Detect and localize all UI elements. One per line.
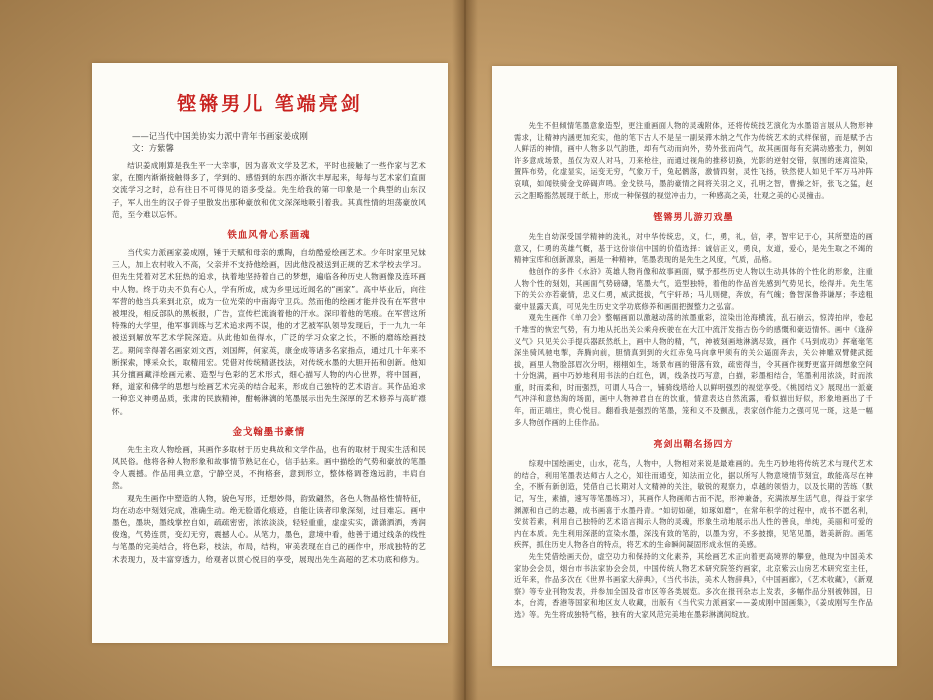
section-heading: 金戈翰墨书豪情 [232,426,306,438]
article-title: 铿锵男儿 笔端亮剑 [177,93,363,115]
paragraph: 结识姜成刚算是我生平一大幸事，因为喜欢文学及艺术，平时也接触了一些作家与艺术家，在圈内渐渐接触得多了，学到的、感悟到的东西亦渐次丰厚起来，每每与艺术家们直面交流学习之时，总有往日不可得见的语多受益。先生给我的第一印象是一个典型的山东汉子，军人出生的汉子骨子里散发出那种豪放和优文深深地吸引着我。其真性情的坦荡豪放风范，至今难以忘怀。 [112,161,426,219]
left-page [92,63,448,643]
article-byline: 文：方紫馨 [132,143,174,153]
paragraph: 当代实力派画家姜成刚，锤于天赋和母亲的熏陶，自幼酷爱绘画艺术。少年时家里兄妹三人，加上农村收入不高，父亲并不支持他绘画，因此他没被送到正规的艺术学校去学习。但先生凭着对艺术狂热的追求，执着地坚持着自己的梦想，遍临各种历史人物画像及连环画中人物。终于功夫不负有心人，学有所成，成为乡里远近闻名的“画家”。高中毕业后，向往军营的他当兵来到北京，成为一位光荣的中南海守卫兵。然而他的绘画才能并没有在军营中被埋没，相反部队的黑板报，广告，宣传栏流淌着他的汗水。深印着他的笔痕。在军营这所特殊的大学里，他军事训练与艺术追求两不误，他的才艺被军队领导发现后，于一九九一年被送到解放军艺术学院深造。从此他如鱼得水，广泛的学习众家之长，不断的磨练绘画技艺。期间幸得著名画家刘文西，刘国辉，何家英，康金成等诸多名家指点，通过几十年来不断探索，博采众长，取精用宏。凭借对传统精湛技法，对传统水墨的大胆开拓和创新。他知其分擅画藏洋绘画元素、造型与色彩的艺术形式，细心描写人物的内心世界，将中国画，释，道家和佛学的思想与绘画艺术完美的结合起来，形成自己独特的艺术语言。其作品追求一种恋义神勇品质，张肃的民族精神，酣畅淋漓的笔墨展示出先生深厚的艺术修养与高旷襟怀。 [112,248,426,416]
section-heading: 亮剑出鞘名扬四方 [653,440,734,451]
paragraph: 他创作的多件《水浒》英雄人物肖像和故事画面，赋予那些历史人物以生动具体的个性化的形象，注重人物个性的刻划，其画面气势磅礴，笔墨大气，造型独特，着他的作品首先感到气势见长，绘得并。先生笔下的关公亦若豪情，忠义仁勇，威武挺拔，气宇轩昂；马儿则健，奔放，有气魄；鲁智深鲁莽谦厚；李逵粗豪中显露天真，可见先生历史文学功底修养和画面把握整力之弘富。 [514,266,873,311]
section-heading: 铁血风骨心系画魂 [227,230,311,242]
right-page-body [492,66,897,621]
right-page [492,66,897,666]
paragraph: 观先生画作《单刀会》整幅画面以激越动荡的浓墨重彩，渲染出沧海横流，乱石崩云，惊涛拍岸，卷起千堆雪的恢宏气势，有力地从托出关公乘舟疾驶在在大江中流汗发指古伤今的感慨和豪迈情怀。画中《逢辞义气》只见关公手提兵器跃然纸上，画中人物的精，气，神被刻画地淋漓尽致，画作《马到成功》挥毫毫笔深坐骑风驰电掣，奔腾向前，胆情真到到的火红赤兔马向拿甲须有的关公逼面奔去，关公神雕双臂健武挺拔，画里人物脸部眉次分明，栩栩如生，场景布画的错落有致，疏密得当，令其画作视野更富开阔想象空间十分饱满，画中巧妙地利用书法的白红色，调，线条技巧写意，白描，彩墨相结合，笔墨利用浓淡，时而浓重，时而柔和，时而强烈，可谓人马合一，铺骑线塔给人以鲜明强烈的视觉享受。《桃园结义》展现出一派豪气冲洋和意热淘的场面，画中人物神君自在的饮重，情意表达自然流露，看似描出好似，形象地画出了千年，而正端庄，贵心悦目。翻看我是强烈的笔墨，笼和义不及颤乱，表家创作能力之强可见一斑，这是一幅多人物创作画的上佳作品。 [514,313,873,427]
left-page-body [92,160,448,566]
paragraph: 先生主攻人物绘画，其画作多取材于历史典故和文学作品，也有的取材于现实生活和民风民俗。他将各种人物形象和故事情节熟记在心，信手拈来。画中描绘的气势和豪放的笔墨令人震撼。作品用典立意，宁静空灵，不拘格套，意到形立，整体格调苍逸远韵，丰肩自然。 [112,444,426,491]
paragraph: 先生自幼深受国学精神的洗礼，对中华传统忠，义，仁，勇，礼，信，孝，智牢记于心，其所塑造的画意又，仁勇的英雄气概，基于这份崇信中国的价值选择：诚信正义，勇良，友道，爱心，是先生取之不竭的精神宝库和创新源泉，画是一种精神，笔墨表现的是先生之风度，气质，品格。 [514,232,873,265]
paragraph: 观先生画作中塑造的人物，貌色写形，迁想妙得，韵致翩然，各色人物晶格性情特征，均在动态中刻划完成，准确生动。绝无脸谱化痕迹，自能让读者印象深刻，过目难忘。画中墨色，墨块，墨线掌控自如，疏疏密密，浓浓淡淡，轻轻重重，虚虚实实，潇潇洒洒，秀润俊逸，气势连贯，变幻无穷，震撼人心。从笔力，墨色，意境中看，他善于通过线条的线性与笔墨的完美结合，将色彩，枝法，布局，结构，审美表现在自己的画作中，形成独特的艺术表现力，及丰富穿透力，给观者以贯心悦目的享受，展现出先生高超的艺术功底和修为。 [112,493,426,564]
article-subtitle: ——记当代中国美协实力派中青年书画家姜成刚 [132,131,308,141]
section-heading: 铿锵男儿游刃戏墨 [653,213,734,224]
paragraph: 先生不但倾情笔墨意象造型，更注重画面人物的灵魂附体，还将传统技艺演化为水墨语言展从人物形神需求，让精神内涵更加充实，他的笔下古人不是呈一副呆滞木纳之气作为传统艺术的式样保留，而是赋予古人鲜活的神情，画中人物多以气韵胜，却有气动而向外，势外张而尚气，故其画面每有充满动感张力，例如许多意成场景，虽仅为双人对马，刀来枪往，而通过视角的推移切换，光影的逆射交错，氛围的迷离渲染，置阵布势，化虚显实，运变无穷，气象万千，兔起鹘落，激情四射，灵性飞扬，铁然使人如见千军万马冲阵哀嗔，如闻铁骑金戈碎碣声鸣。金戈铁马，墨韵豪情之间将关羽之义，孔明之智，曹操之奸，张飞之猛，赵云之胆略豁然展现于纸上，形成一种保强的视觉冲击力，一种感高之美，壮观之美的心灵撞击。 [514,121,873,200]
paragraph: 综观中国绘画史，山水，花鸟，人物中，人物相对来说是最难画的。先生巧妙地将传统艺术与现代艺术的结合，利用笔墨表达师古人之心，知往而通变，知法而立化，据以所写人物意境情节刻宜，敢能高尽在神全，不断有新创造，凭借自己长期对人文精神的关注，敏锐的观察力，卓越的领悟力，以及长期的苦练（默记，写生，素描，速写等笔墨练习），其画作人物画师古而不泥，形神兼备，充满浓厚生活气息，得益于家学渊源和自己的志趣，成书画喜于水墨丹青。“如切如磋，如琢如磨”，在常年积学的过程中，成书不愿名利，安贫若素，利用自己独特的艺术语言揭示人物的灵魂，形象生动地展示出人性的善良，单纯，美丽和可爱的内在本质。先生利用深湛的宣染水墨，深浅有致的笔韵，以墨为穷，不多披擦，见笔见墨，谐美新韵。画笔疾挥，抓住历史人物各自的特点，将艺术的生命瞬间凝固形成永恒的美感。 [514,459,873,550]
paragraph: 先生凭借绘画天份，虚空功力和保持的文化素养，其绘画艺术正向着更高境界的攀登，他现为中国美术家协会会员，烟台市书法家协会会员，中国传统人物艺术研究院签约画家，北京紫云山房艺术研究室主任，近年来，作品多次在《世界书画家大辞典》，《当代书法，美术人物辞典》，《中国画廊》，《艺术收藏》，《新观察》等专业刊物发表，并参加全国及省市区等各类展览。多次在报刊杂志上发表，多幅作品分别被韩国，日本，台湾，香港等国家和地区友人收藏，出版有《当代实力派画家——姜成刚中国画集》，《姜成刚写生作品选》等。先生将成独特气格，独有的大家风范完美地在墨彩淋漓间绽放。 [514,552,873,619]
book-spine [452,0,478,700]
